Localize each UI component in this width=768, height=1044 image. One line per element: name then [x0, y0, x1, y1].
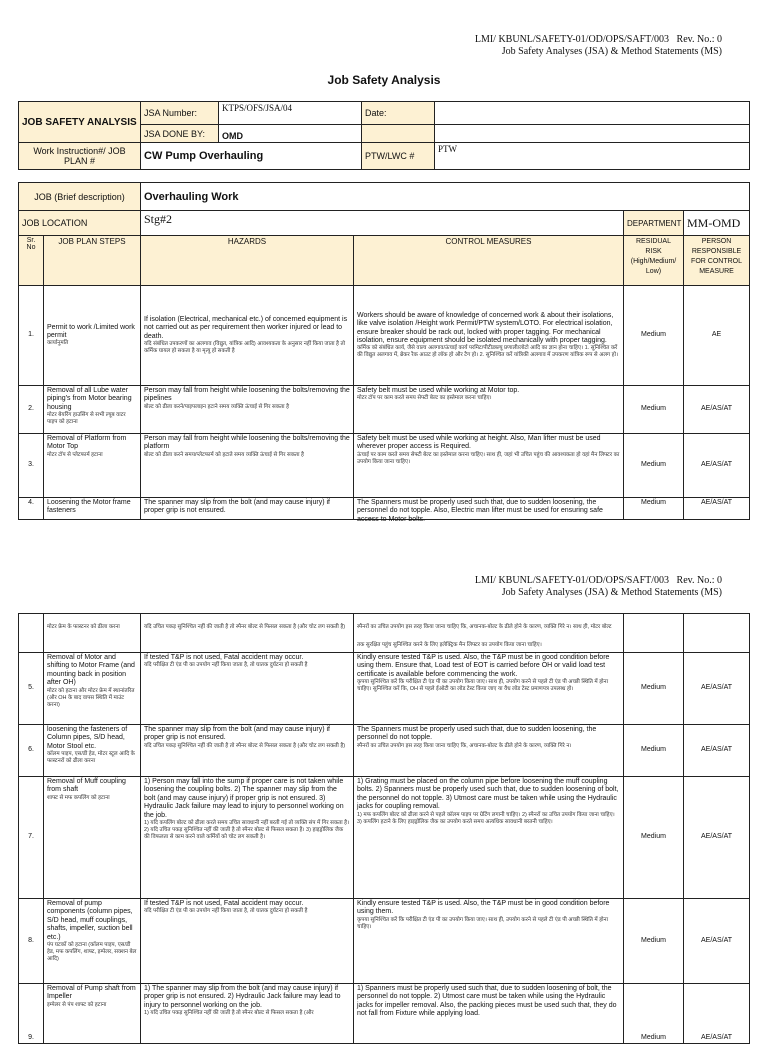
ptw-value: PTW [435, 143, 750, 170]
row-hazard: Person may fall from height while loosening the bolts/removing the pipelines बोल्ट को ढीला करने/पाइपलाइन हटाने समय व्यक्ति ऊंचाई से गिर सकता है [141, 386, 354, 434]
doc-ref-line-1: LMI/ KBUNL/SAFETY-01/OD/OPS/SAFT/003 Rev. No.: 0 [474, 575, 722, 586]
job-value: Overhauling Work [141, 183, 750, 211]
row-step: Removal of Motor and shifting to Motor Frame (and mounting back in position after OH) मोटर को हटाना और मोटर फ्रेम में स्थानांतरित (और OH के बाद वापस स्थिति में माउंट करना) [44, 653, 141, 725]
doc-ref-line-2: Job Safety Analyses (JSA) & Method Statements (MS) [501, 587, 722, 598]
jsa-info-table [18, 101, 750, 170]
row-hazard: The spanner may slip from the bolt (and may cause injury) if proper grip is not ensured. [141, 498, 354, 520]
table-row [19, 434, 750, 498]
row-sr: 1. [19, 286, 44, 386]
row-control: 1) Spanners must be properly used such that, due to sudden loosening of bolt, the personnel do not topple. 2) Utmost care must be taken while using the Hydraulic jacks for impeller removal. Also, the packing pieces must be used such that, they do not fall from Fixture while applying load. [354, 984, 624, 1044]
row-risk: Medium [624, 777, 684, 899]
row-control: Safety belt must be used while working at height. Also, Man lifter must be used wherever proper access is Required. ऊंचाई पर काम करते समय सेफ्टी बेल्ट का इस्तेमाल करना चाहिए। साथ ही, जहां भी उचित पहुंच की आवश्यकता हो वहां मैन लिफ्टर का उपयोग किया जाना चाहिए। [354, 434, 624, 498]
row-sr: 2. [19, 386, 44, 434]
table-row [19, 386, 750, 434]
table-row [19, 725, 750, 777]
work-instruction-label: Work Instruction#/ JOB PLAN # [19, 143, 141, 170]
row-sr: 9. [19, 984, 44, 1044]
jsa-done-by-label: JSA DONE BY: [141, 125, 219, 143]
row-person: AE/AS/AT [684, 984, 750, 1044]
job-location-label: JOB LOCATION [19, 211, 141, 236]
row-step: loosening the fasteners of Column pipes, S/D head, Motor Stool etc. कॉलम पाइप, एस/डी हेड, मोटर स्टूल आदि के फास्टनरों को ढीला करना [44, 725, 141, 777]
department-label: DEPARTMENT [624, 211, 684, 236]
row-person: AE/AS/AT [684, 899, 750, 984]
row-sr: 4. [19, 498, 44, 520]
job-location-value: Stg#2 [141, 211, 624, 236]
jsa-done-by-value: OMD [219, 125, 362, 143]
row-step: Loosening the Motor frame fasteners [44, 498, 141, 520]
row-step: Removal of Platform from Motor Top मोटर टॉप से प्लेटफार्म हटाना [44, 434, 141, 498]
jsa-steps-table-continued [18, 613, 750, 1044]
row-step: Permit to work /Limited work permit कार्यानुमति [44, 286, 141, 386]
doc-ref-line-2: Job Safety Analyses (JSA) & Method Statements (MS) [501, 46, 722, 57]
row-risk: Medium [624, 286, 684, 386]
row-risk: Medium [624, 498, 684, 520]
row-control: The Spanners must be properly used such that, due to sudden loosening, the personnel do not topple. स्पैनरों का उचित उपयोग इस तरह किया जाना चाहिए कि, अचानक-बोल्ट के ढीले होने के कारण, व्यक्ति गिरे न। [354, 725, 624, 777]
jsa-number-label: JSA Number: [141, 102, 219, 125]
table-row-continuation: मोटर फ्रेम के फास्टनर को ढीला करना यदि उचित पकड़ सुनिश्चित नहीं की जाती है तो स्पैनर बोल्ट से फिसल सकता है (और चोट लग सकती है) स्पैनरों का उचित उपयोग इस तरह किया जाना चाहिए कि, अचानक-बोल्ट के ढीले होने के कारण, व्यक्ति गिरे न। साथ ही, मोटर बोल्ट तक सुरक्षित पहुंच सुनिश्चित करने के लिए इलेक्ट्रिक मैन लिफ्टर का उपयोग किया जाना चाहिए। [19, 614, 750, 653]
date-label: Date: [362, 102, 435, 125]
row-person: AE/AS/AT [684, 498, 750, 520]
page-2 [0, 575, 768, 1041]
row-person: AE/AS/AT [684, 434, 750, 498]
row-control: 1) Grating must be placed on the column pipe before loosening the muff coupling bolts. 2) Spanners must be properly used such that, due to sudden loosening of bolt, the personnel do not topple. 3) Utmost care must be taken while using the Hydraulic jacks for coupling removal. 1) मफ कपलिंग बोल्ट को ढीला करने से पहले कॉलम पाइप पर ग्रेटिंग लगानी चाहिए। 2) स्पैनरों का उचित उपयोग किया जाना चाहिए। 3) कपलिंग हटाने के लिए हाइड्रोलिक जैक का उपयोग करते समय अत्यधिक सावधानी बरतनी चाहिए। [354, 777, 624, 899]
row-hazard: Person may fall from height while loosening the bolts/removing the platform बोल्ट को ढीला करने समय/प्लेटफार्म को हटाते समय व्यक्ति ऊंचाई से गिर सकता है [141, 434, 354, 498]
jsa-label: JOB SAFETY ANALYSIS [19, 102, 141, 143]
jsa-steps-table [18, 182, 750, 523]
row-hazard: 1) Person may fall into the sump if proper care is not taken while loosening the coupling bolts. 2) The spanner may slip from the bolt (and may cause injury) if proper grip is not ensured. 3) Hydraulic Jack failure may lead to injury to personnel working on the job. 1) यदि कपलिंग बोल्ट को ढीला करते समय उचित सावधानी नहीं बरती गई तो व्यक्ति संप में गिर सकता है। 2) यदि उचित पकड़ सुनिश्चित नहीं की जाती है तो स्पैनर बोल्ट से फिसल सकता है। 3) हाइड्रोलिक जैक की विफलता से काम करने वाले कर्मियों को चोट लग सकती है। [141, 777, 354, 899]
row-risk: Medium [624, 434, 684, 498]
job-label: JOB (Brief description) [19, 183, 141, 211]
row-person: AE/AS/AT [684, 725, 750, 777]
table-row [19, 498, 750, 520]
row-step: Removal of all Lube water piping's from Motor bearing housing मोटर बेयरिंग हाउसिंग से सभी ल्यूब वाटर पाइप को हटाना [44, 386, 141, 434]
row-sr: 7. [19, 777, 44, 899]
row-step: Removal of Pump shaft from Impeller इम्पेलर से पंप शाफ्ट को हटाना [44, 984, 141, 1044]
row-hazard: If tested T&P is not used, Fatal accident may occur. यदि परीक्षित टी एंड पी का उपयोग नहीं किया जाता है, तो घातक दुर्घटना हो सकती है [141, 653, 354, 725]
ptw-label: PTW/LWC # [362, 143, 435, 170]
row-risk: Medium [624, 725, 684, 777]
row-person: AE/AS/AT [684, 386, 750, 434]
row-sr: 8. [19, 899, 44, 984]
row-control: Kindly ensure tested T&P is used. Also, the T&P must be in good condition before using them. कृपया सुनिश्चित करें कि परीक्षित टी एंड पी का उपयोग किया जाए। साथ ही, उपयोग करने से पहले टी एंड पी अच्छी स्थिति में होना चाहिए। [354, 899, 624, 984]
row-risk: Medium [624, 386, 684, 434]
row-hazard: The spanner may slip from the bolt (and may cause injury) if proper grip is not ensured. यदि उचित पकड़ सुनिश्चित नहीं की जाती है तो स्पैनर बोल्ट से फिसल सकता है (और चोट लग सकती है) [141, 725, 354, 777]
row-person: AE [684, 286, 750, 386]
jsa-number-value: KTPS/OFS/JSA/04 [219, 102, 362, 125]
row-hazard: 1) The spanner may slip from the bolt (and may cause injury) if proper grip is not ensured. 2) Hydraulic Jack failure may lead to injury to personnel working on the job. 1) यदि उचित पकड़ सुनिश्चित नहीं की जाती है तो स्पैनर बोल्ट से फिसल सकता है (और [141, 984, 354, 1044]
col-person-responsible: PERSON RESPONSIBLE FOR CONTROL MEASURE [684, 236, 750, 286]
document-reference [475, 575, 722, 599]
row-sr: 5. [19, 653, 44, 725]
table-row [19, 286, 750, 386]
document-reference [475, 34, 722, 58]
row-hazard: If tested T&P is not used, Fatal accident may occur. यदि परीक्षित टी एंड पी का उपयोग नहीं किया जाता है, तो घातक दुर्घटना हो सकती है [141, 899, 354, 984]
row-step: Removal of pump components (column pipes, S/D head, muff couplings, shafts, impeller, suction bell etc.) पंप घटकों को हटाना (कॉलम पाइप, एस/डी हेड, मफ कपलिंग, शाफ्ट, इम्पेलर, सक्शन बेल आदि) [44, 899, 141, 984]
row-hazard: If isolation (Electrical, mechanical etc.) of concerned equipment is not carried out as per requirement then worker injured or lead to death. यदि संबंधित उपकरणों का अलगाव (विद्युत, यांत्रिक आदि) आवश्यकता के अनुसार नहीं किया जाता है तो कर्मिक घायल हो सकता है या मृत्यु हो सकती है [141, 286, 354, 386]
row-risk: Medium [624, 984, 684, 1044]
row-sr: 3. [19, 434, 44, 498]
row-step: Removal of Muff coupling from shaft शाफ्ट से मफ कपलिंग को हटाना [44, 777, 141, 899]
table-row [19, 899, 750, 984]
col-hazards: HAZARDS [141, 236, 354, 286]
date-value [435, 102, 750, 125]
row-person: AE/AS/AT [684, 777, 750, 899]
row-control: Workers should be aware of knowledge of concerned work & about their isolations, like valve isolation /Height work Permit/PTW system/LOTO. For electrical isolation, ensure breaker should be rack out, locked with proper tagging. For mechanical isolation, ensure equipment should be isolated mechanically with proper tagging. कर्मिक को संबंधित कार्य, जैसे वाल्व अलगाव/ऊंचाई कार्य परमिट/पीटीडब्ल्यू प्रणाली/लोटो आदि का ज्ञान होना चाहिए। 1. सुनिश्चित करें की विद्युत अलगाव में, ब्रेकर रैक आउट हो लॉक हो और टैग हो। 2. सुनिश्चित करें यांत्रिकी अलगाव में उपकरण यांत्रिक रूप से अलग हो। [354, 286, 624, 386]
col-control-measures: CONTROL MEASURES [354, 236, 624, 286]
row-person: AE/AS/AT [684, 653, 750, 725]
col-job-plan-steps: JOB PLAN STEPS [44, 236, 141, 286]
table-row [19, 984, 750, 1044]
row-control: Kindly ensure tested T&P is used. Also, the T&P must be in good condition before using them. Ensure that, Load test of EOT is carried before OH or valid load test certificate is available before commencing the work. कृपया सुनिश्चित करें कि परीक्षित टी एंड पी का उपयोग किया जाए। साथ ही, उपयोग करने से पहले टी एंड पी अच्छी स्थिति में होना चाहिए। सुनिश्चित करें कि, OH से पहले ईओटी का लोड टेस्ट किया जाए या वैध लोड टेस्ट प्रमाणपत्र उपलब्ध हो। [354, 653, 624, 725]
row-risk: Medium [624, 653, 684, 725]
row-risk: Medium [624, 899, 684, 984]
page-title: Job Safety Analysis [327, 73, 441, 87]
table-row [19, 777, 750, 899]
department-value: MM-OMD [684, 211, 750, 236]
row-control: The Spanners must be properly used such that, due to sudden loosening, the personnel do not topple. Also, Electric man lifter must be used for ensuring safe access to Motor bolts. [354, 498, 624, 520]
row-sr: 6. [19, 725, 44, 777]
col-sr-no: Sr. No [19, 236, 44, 286]
doc-ref-line-1: LMI/ KBUNL/SAFETY-01/OD/OPS/SAFT/003 Rev. No.: 0 [474, 34, 722, 45]
row-control: Safety belt must be used while working at Motor top. मोटर टॉप पर काम करते समय सेफ्टी बेल्ट का इस्तेमाल करना चाहिए। [354, 386, 624, 434]
work-instruction-value: CW Pump Overhauling [141, 143, 362, 170]
col-residual-risk: RESIDUAL RISK (High/Medium/ Low) [624, 236, 684, 286]
table-row [19, 653, 750, 725]
